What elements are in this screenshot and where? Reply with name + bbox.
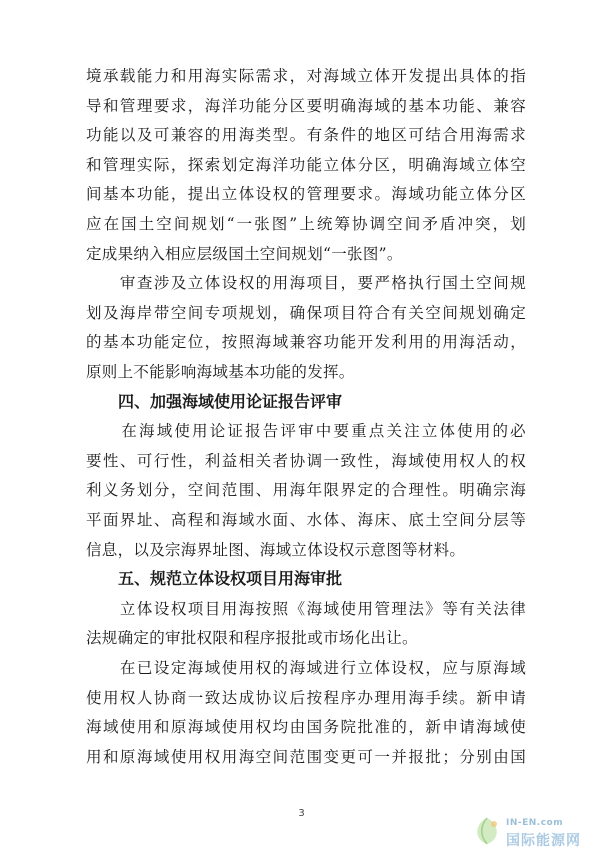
green-leaf-logo-icon [470, 814, 504, 848]
text-line: 在海域使用论证报告评审中要重点关注立体使用的必 [86, 422, 526, 441]
text-line: 功能以及可兼容的用海类型。有条件的地区可结合用海需求 [86, 126, 526, 145]
page-number: 3 [298, 808, 305, 819]
watermark-url: IN-EN.com [506, 818, 564, 828]
text-line: 的基本功能定位，按照海域兼容功能开发利用的用海活动， [86, 333, 526, 352]
section-heading: 四、加强海域使用论证报告评审 [118, 391, 343, 411]
text-line: 法规确定的审批权限和程序报批或市场化出让。 [86, 629, 418, 648]
text-line: 要性、可行性，利益相关者协调一致性，海域使用权人的权 [86, 451, 526, 470]
text-line: 境承载能力和用海实际需求，对海域立体开发提出具体的指 [86, 67, 526, 85]
text-line: 应在国土空间规划“一张图”上统筹协调空间矛盾冲突，划 [86, 215, 526, 233]
text-line: 划及海岸带空间专项规划，确保项目符合有关空间规划确定 [86, 303, 526, 322]
text-line: 信息，以及宗海界址图、海域立体设权示意图等材料。 [86, 540, 466, 559]
text-line: 利义务划分，空间范围、用海年限界定的合理性。明确宗海 [86, 481, 526, 500]
text-line: 平面界址、高程和海域水面、水体、海床、底土空间分层等 [86, 511, 526, 529]
watermark-name: 国际能源网 [506, 833, 581, 849]
text-line: 使用权人协商一致达成协议后按程序办理用海手续。新申请 [86, 688, 526, 707]
text-line: 原则上不能影响海域基本功能的发挥。 [86, 363, 355, 381]
text-line: 间基本功能，提出立体设权的管理要求。海域功能立体分区 [86, 185, 526, 204]
text-line: 审查涉及立体设权的用海项目，要严格执行国土空间规 [86, 274, 526, 293]
text-line: 和管理实际，探索划定海洋功能立体分区，明确海域立体空 [86, 155, 526, 174]
text-line: 定成果纳入相应层级国土空间规划“一张图”。 [86, 244, 403, 263]
watermark-logo [470, 812, 598, 852]
text-line: 立体设权项目用海按照《海域使用管理法》等有关法律 [86, 599, 526, 618]
text-line: 用和原海域使用权用海空间范围变更可一并报批；分别由国 [86, 747, 526, 766]
text-line: 导和管理要求，海洋功能分区要明确海域的基本功能、兼容 [86, 96, 526, 115]
text-line: 在已设定海域使用权的海域进行立体设权，应与原海域 [86, 659, 526, 677]
section-heading: 五、规范立体设权项目用海审批 [118, 569, 343, 589]
text-line: 海域使用和原海域使用权均由国务院批准的，新申请海域使 [86, 718, 526, 737]
